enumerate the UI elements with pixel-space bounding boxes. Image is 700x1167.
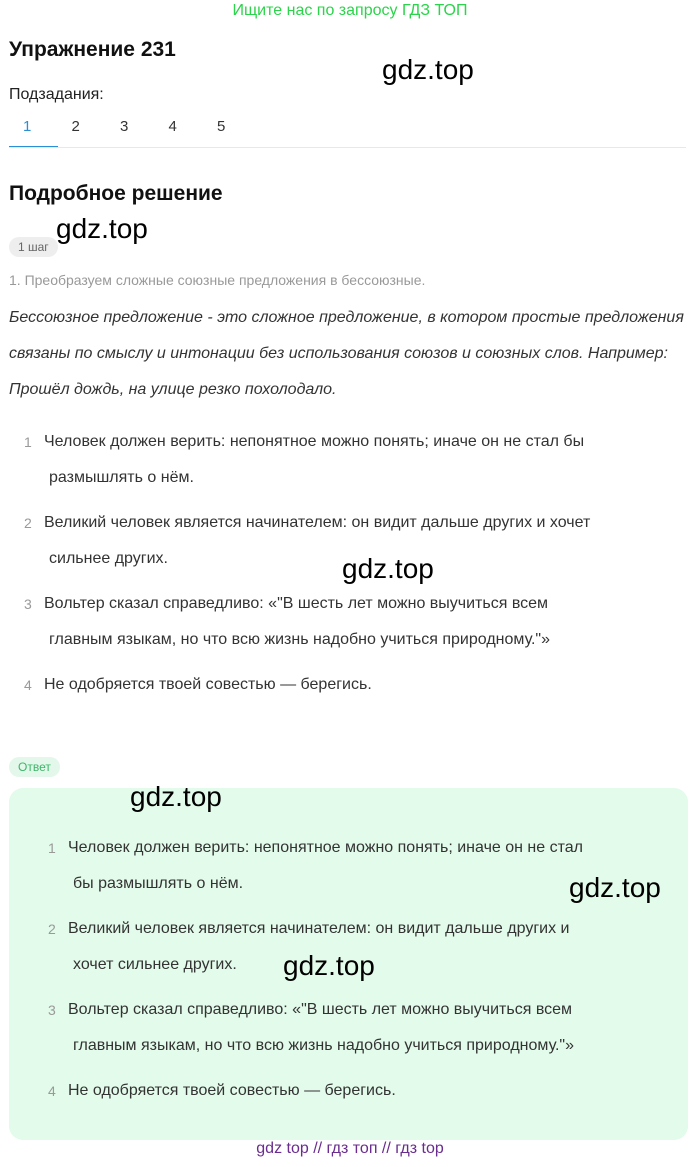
section-title: Подробное решение [9, 182, 223, 205]
answer-badge: Ответ [9, 757, 60, 777]
list-item [24, 424, 684, 496]
item-text: Великий человек является начинателем: он видит дальше других и хочет [44, 514, 591, 531]
item-text-cont: бы размышлять о нём. [73, 875, 244, 892]
item-text-cont: хочет сильнее других. [73, 956, 237, 973]
tab-4[interactable]: 4 [168, 118, 177, 135]
watermark: gdz.top [569, 872, 661, 903]
watermark: gdz.top [130, 781, 222, 812]
list-item [24, 586, 684, 658]
item-number: 1 [24, 434, 32, 450]
promo-banner[interactable]: Ищите нас по запросу ГДЗ ТОП [232, 2, 468, 19]
watermark: gdz.top [56, 213, 148, 244]
list-item [48, 1073, 678, 1109]
tab-2[interactable]: 2 [71, 118, 80, 135]
item-text: Человек должен верить: непонятное можно понять; иначе он не стал [68, 839, 583, 856]
tabs-divider [9, 147, 686, 148]
item-text-cont: сильнее других. [49, 550, 168, 567]
item-text-cont: главным языкам, но что всю жизнь надобно учиться природному."» [49, 631, 550, 648]
item-text: Вольтер сказал справедливо: «"В шесть лет можно выучиться всем [44, 595, 549, 612]
item-number: 3 [24, 596, 32, 612]
item-text: Не одобряется твоей совестью — берегись. [68, 1082, 396, 1099]
watermark: gdz.top [283, 950, 375, 981]
tab-3[interactable]: 3 [120, 118, 129, 135]
item-text: Вольтер сказал справедливо: «"В шесть лет можно выучиться всем [68, 1001, 573, 1018]
page-title: Упражнение 231 [9, 38, 176, 61]
subtask-tabs [9, 112, 252, 148]
subtasks-label: Подзадания: [9, 86, 104, 103]
item-text: Человек должен верить: непонятное можно понять; иначе он не стал бы [44, 433, 585, 450]
item-number: 1 [48, 840, 56, 856]
item-text-cont: размышлять о нём. [49, 469, 194, 486]
tab-5[interactable]: 5 [217, 118, 226, 135]
tab-1[interactable]: 1 [9, 112, 58, 148]
footer-links[interactable]: gdz top // гдз топ // гдз top [256, 1140, 444, 1157]
item-number: 4 [24, 677, 32, 693]
definition-text: Бессоюзное предложение - это сложное предложение, в котором простые предложения связаны по смыслу и интонации без использования союзов и союзных слов. Например: Прошёл дождь, на улице резко похолодало. [9, 309, 684, 398]
item-text-cont: главным языкам, но что всю жизнь надобно учиться природному."» [73, 1037, 574, 1054]
watermark: gdz.top [382, 54, 474, 85]
item-text: Великий человек является начинателем: он видит дальше других и [68, 920, 570, 937]
item-number: 4 [48, 1083, 56, 1099]
item-number: 3 [48, 1002, 56, 1018]
list-item [24, 667, 684, 703]
item-text: Не одобряется твоей совестью — берегись. [44, 676, 372, 693]
step-badge: 1 шаг [9, 237, 58, 257]
watermark: gdz.top [342, 553, 434, 584]
hint-text: 1. Преобразуем сложные союзные предложения в бессоюзные. [9, 272, 426, 288]
list-item [48, 830, 678, 902]
list-item [48, 992, 678, 1064]
item-number: 2 [48, 921, 56, 937]
item-number: 2 [24, 515, 32, 531]
